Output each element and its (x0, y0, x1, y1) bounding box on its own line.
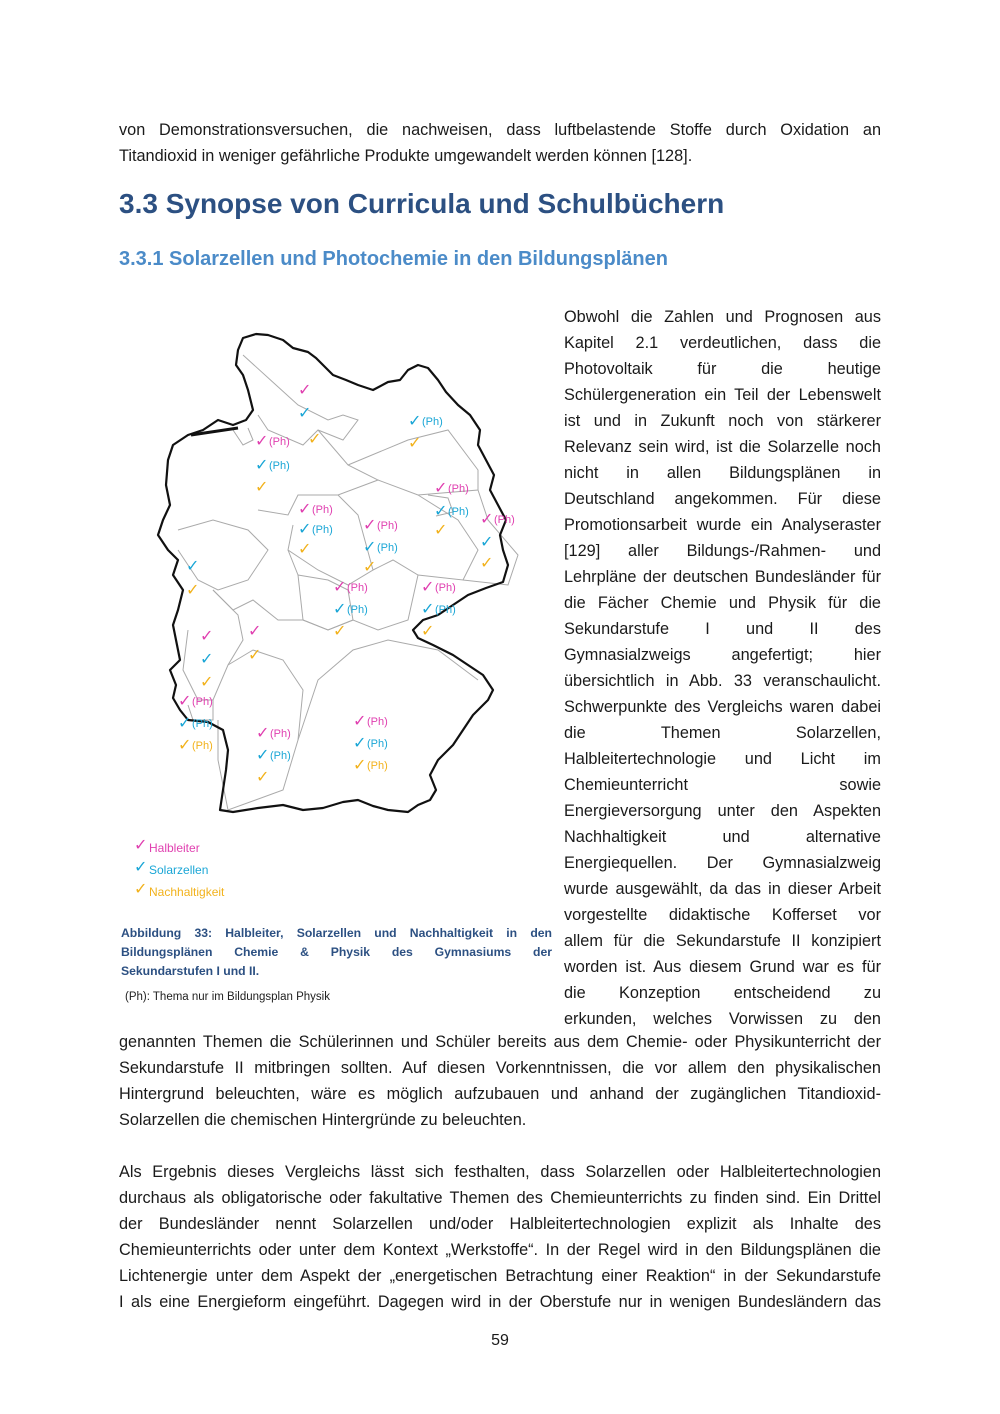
text-line: Halbleitertechnologie und Licht im (564, 750, 881, 768)
text-line: Nachhaltigkeit und alternative (564, 828, 881, 846)
text-line: Photovoltaik für die heutige (564, 360, 881, 378)
germany-map-figure (118, 320, 558, 910)
ph-tag: (Ph) (448, 483, 469, 495)
map-checkmarks (178, 380, 515, 786)
halbleiter-checkmark-icon: ✓ (480, 509, 494, 528)
solarzellen-checkmark-icon: ✓ (298, 519, 312, 538)
ph-tag: (Ph) (377, 520, 398, 532)
paragraph-continued (119, 1029, 881, 1133)
halbleiter-checkmark-icon: ✓ (434, 478, 448, 497)
ph-tag: (Ph) (422, 416, 443, 428)
nachhaltigkeit-checkmark-icon: ✓ (480, 553, 494, 572)
text-line: Lehrpläne der deutschen Bundesländer für (564, 568, 881, 586)
nachhaltigkeit-checkmark-icon: ✓ (200, 672, 214, 691)
halbleiter-checkmark-icon: ✓ (256, 723, 270, 742)
nachhaltigkeit-checkmark-icon: ✓ (434, 520, 448, 539)
text-line: Sekundarstufe II mitbringen sollten. Auf diesen Vorkenntnissen, die vor allem den physikalischen (119, 1059, 881, 1077)
legend-label: Halbleiter (149, 841, 200, 855)
text-line: die Konzeption entscheidend zu (564, 984, 881, 1002)
text-line: Schülergeneration ein Teil der Lebenswelt (564, 386, 881, 404)
text-line: Lichtenergie unter dem Aspekt der „energetischen Betrachtung einer Reaktion“ in der Sekundarstufe (119, 1267, 881, 1285)
nachhaltigkeit-checkmark-icon: ✓ (248, 645, 262, 664)
ph-tag: (Ph) (270, 728, 291, 740)
text-line: erkunden, welches Vorwissen zu den (564, 1010, 881, 1028)
text-line: Gymnasialzweigs angefertigt; hier (564, 646, 881, 664)
text-line: Energieversorgung unter den Aspekten (564, 802, 881, 820)
ph-tag: (Ph) (312, 524, 333, 536)
halbleiter-checkmark-icon: ✓ (248, 621, 262, 640)
solarzellen-checkmark-icon: ✓ (256, 745, 270, 764)
text-line: die Themen Solarzellen, (564, 724, 881, 742)
text-line: ist und in Zukunft noch von stärkerer (564, 412, 881, 430)
halbleiter-checkmark-icon: ✓ (298, 380, 312, 399)
text-line: Obwohl die Zahlen und Prognosen aus (564, 308, 881, 326)
solarzellen-checkmark-icon: ✓ (421, 599, 435, 618)
nachhaltigkeit-checkmark-icon: ✓ (178, 735, 192, 754)
halbleiter-checkmark-icon: ✓ (421, 577, 435, 596)
text-line: Kapitel 2.1 verdeutlichen, dass die (564, 334, 881, 352)
text-line: übersichtlich in Abb. 33 veranschaulicht. (564, 672, 881, 690)
page-number: 59 (491, 1332, 509, 1349)
ph-tag: (Ph) (448, 506, 469, 518)
solarzellen-checkmark-icon: ✓ (480, 532, 494, 551)
caption-main: Abbildung 33: Halbleiter, Solarzellen und Nachhaltigkeit in den Bildungsplänen Chemie & Physik des Gymnasiums der (121, 926, 552, 959)
text-line: I als eine Energieform eingeführt. Dagegen wird in der Oberstufe nur in wenigen Bundesländern das (119, 1293, 881, 1311)
nachhaltigkeit-checkmark-icon: ✓ (408, 433, 422, 452)
text-line: [129] aller Bildungs-/Rahmen- und (564, 542, 881, 560)
halbleiter-legend-checkmark-icon: ✓ (134, 835, 148, 854)
halbleiter-checkmark-icon: ✓ (200, 626, 214, 645)
solarzellen-checkmark-icon: ✓ (434, 501, 448, 520)
halbleiter-checkmark-icon: ✓ (353, 711, 367, 730)
halbleiter-checkmark-icon: ✓ (178, 691, 192, 710)
text-line: Chemieunterrichts oder unter dem Kontext „Werkstoffe“. In der Regel wird in den Bildungsplänen die (119, 1241, 881, 1259)
ph-tag: (Ph) (435, 582, 456, 594)
nachhaltigkeit-checkmark-icon: ✓ (255, 477, 269, 496)
ph-tag: (Ph) (494, 514, 515, 526)
text-line: durchaus als obligatorische oder fakultative Themen des Chemieunterrichts zu finden sind. Ein Drittel (119, 1189, 881, 1207)
solarzellen-checkmark-icon: ✓ (255, 455, 269, 474)
text-line: nicht in allen Bildungsplänen in (564, 464, 881, 482)
nachhaltigkeit-checkmark-icon: ✓ (353, 755, 367, 774)
solarzellen-legend-checkmark-icon: ✓ (134, 857, 148, 876)
subsection-heading: 3.3.1 Solarzellen und Photochemie in den Bildungsplänen (119, 248, 668, 270)
halbleiter-checkmark-icon: ✓ (333, 577, 347, 596)
text-line: Solarzellen die chemischen Hintergründe zu beleuchten. (119, 1111, 527, 1129)
solarzellen-checkmark-icon: ✓ (353, 733, 367, 752)
nachhaltigkeit-checkmark-icon: ✓ (256, 767, 270, 786)
ph-tag: (Ph) (192, 696, 213, 708)
ph-tag: (Ph) (269, 436, 290, 448)
text-line: Sekundarstufe I und II des (564, 620, 881, 638)
legend-label: Solarzellen (149, 863, 209, 877)
ph-tag: (Ph) (377, 542, 398, 554)
ph-tag: (Ph) (435, 604, 456, 616)
nachhaltigkeit-checkmark-icon: ✓ (421, 621, 435, 640)
solarzellen-checkmark-icon: ✓ (186, 556, 200, 575)
nachhaltigkeit-legend-checkmark-icon: ✓ (134, 879, 148, 898)
text-line: die Fächer Chemie und Physik für die (564, 594, 881, 612)
text-line: Chemieunterricht sowie (564, 776, 881, 794)
section-heading: 3.3 Synopse von Curricula und Schulbüchern (119, 188, 725, 219)
text-line: vorgestellte didaktische Kofferset vor (564, 906, 881, 924)
text-line: der Bundesländer nennt Solarzellen und/oder Halbleitertechnologien explizit als Inhalte des (119, 1215, 881, 1233)
nachhaltigkeit-checkmark-icon: ✓ (186, 580, 200, 599)
text-line: Hintergrund beleuchten, wäre es möglich aufzubauen und anhand der zugänglichen Titandioxid- (119, 1085, 881, 1103)
ph-tag: (Ph) (312, 504, 333, 516)
nachhaltigkeit-checkmark-icon: ✓ (308, 429, 322, 448)
solarzellen-checkmark-icon: ✓ (408, 411, 422, 430)
right-column-text (564, 304, 881, 1032)
halbleiter-checkmark-icon: ✓ (298, 499, 312, 518)
text-line: allem für die Sekundarstufe II konzipiert (564, 932, 881, 950)
halbleiter-checkmark-icon: ✓ (363, 515, 377, 534)
solarzellen-checkmark-icon: ✓ (333, 599, 347, 618)
solarzellen-checkmark-icon: ✓ (200, 649, 214, 668)
text-line: Energiequellen. Der Gymnasialzweig (564, 854, 881, 872)
ph-tag: (Ph) (347, 604, 368, 616)
intro-line: von Demonstrationsversuchen, die nachweisen, dass luftbelastende Stoffe durch Oxidation an (119, 121, 881, 139)
nachhaltigkeit-checkmark-icon: ✓ (333, 621, 347, 640)
text-line: worden ist. Aus diesem Grund war es für (564, 958, 881, 976)
text-line: Deutschland angekommen. Für diese (564, 490, 881, 508)
text-line: genannten Themen die Schülerinnen und Schüler bereits aus dem Chemie- oder Physikunterricht der (119, 1033, 881, 1051)
text-line: Relevanz sein wird, ist die Solarzelle noch (564, 438, 881, 456)
ph-tag: (Ph) (347, 582, 368, 594)
solarzellen-checkmark-icon: ✓ (178, 713, 192, 732)
ph-tag: (Ph) (367, 738, 388, 750)
legend (134, 835, 225, 899)
paragraph-result (119, 1159, 881, 1315)
intro-line: Titandioxid in weniger gefährliche Produkte umgewandelt werden können [128]. (119, 147, 693, 165)
nachhaltigkeit-checkmark-icon: ✓ (363, 557, 377, 576)
ph-tag: (Ph) (367, 716, 388, 728)
halbleiter-checkmark-icon: ✓ (255, 431, 269, 450)
ph-tag: (Ph) (270, 750, 291, 762)
intro-paragraph (119, 117, 881, 169)
caption-last-line: Sekundarstufen I und II. (121, 964, 260, 978)
text-line: wurde ausgewählt, da das in dieser Arbeit (564, 880, 881, 898)
ph-tag: (Ph) (367, 760, 388, 772)
legend-label: Nachhaltigkeit (149, 885, 225, 899)
text-line: Als Ergebnis dieses Vergleichs lässt sich festhalten, dass Solarzellen oder Halbleitertechnologien (119, 1163, 881, 1181)
text-line: Schwerpunkte des Vergleichs waren dabei (564, 698, 881, 716)
nachhaltigkeit-checkmark-icon: ✓ (298, 539, 312, 558)
figure-note: (Ph): Thema nur im Bildungsplan Physik (125, 991, 330, 1003)
ph-tag: (Ph) (269, 460, 290, 472)
text-line: Promotionsarbeit wurde ein Analyseraster (564, 516, 881, 534)
ph-tag: (Ph) (192, 718, 213, 730)
solarzellen-checkmark-icon: ✓ (298, 403, 312, 422)
ph-tag: (Ph) (192, 740, 213, 752)
figure-caption (121, 924, 552, 981)
solarzellen-checkmark-icon: ✓ (363, 537, 377, 556)
